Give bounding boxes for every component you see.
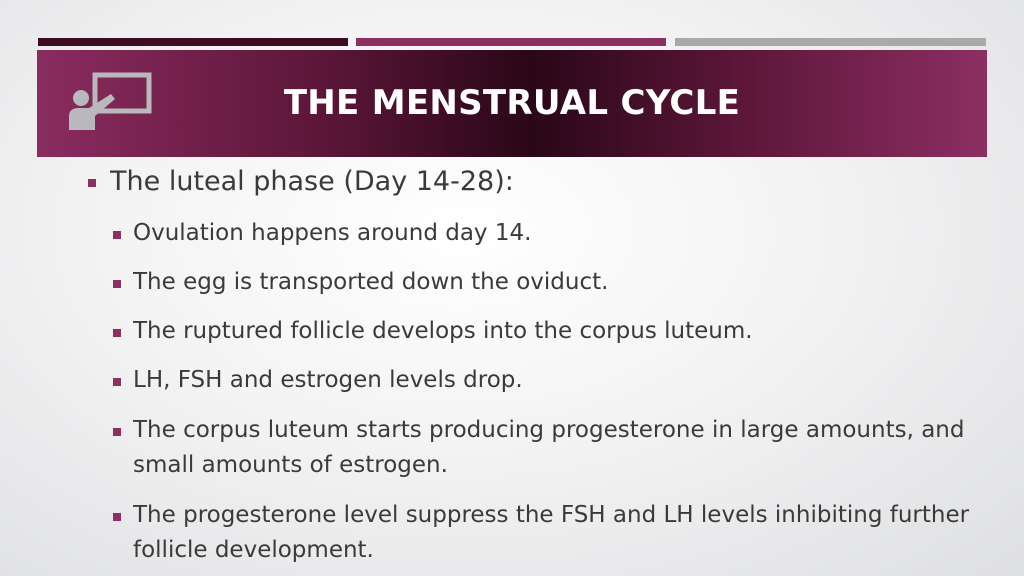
list-item: LH, FSH and estrogen levels drop. [133,367,523,393]
bullet-marker [113,428,121,436]
underlined-term: large [740,417,806,443]
bullet-marker [113,329,121,337]
underlined-term: egg [183,269,234,295]
bullet-marker [88,179,96,187]
list-item: The progesterone level suppress the FSH and LH levels inhibiting further [133,502,970,528]
list-item: The ruptured follicle develops into the corpus luteum. [133,318,753,344]
underlined-term: follicle [290,318,373,344]
underlined-term: luteal [168,166,254,197]
bullet-marker [113,378,121,386]
underlined-term: Ovulation [133,220,252,246]
list-item: The corpus luteum starts producing progesterone in large amounts, and [133,417,965,443]
list-item: Ovulation happens around day 14. [133,220,532,246]
bullet-marker [113,513,121,521]
underlined-term: progesterone [551,417,712,443]
bullet-marker [113,231,121,239]
list-item-continuation: follicle development. [133,537,374,563]
underlined-term: suppress [405,502,516,528]
bullet-marker [113,280,121,288]
underlined-term: estrogen [339,452,441,478]
list-item-continuation: small amounts of estrogen. [133,452,448,478]
underlined-term: small [133,452,202,478]
slide-title: THE MENSTRUAL CYCLE [283,83,741,123]
underlined-term: oviduct [516,269,602,295]
list-item: The egg is transported down the oviduct. [133,269,609,295]
underlined-term: drop [463,367,516,393]
heading-bullet: The luteal phase (Day 14-28): [110,166,514,197]
